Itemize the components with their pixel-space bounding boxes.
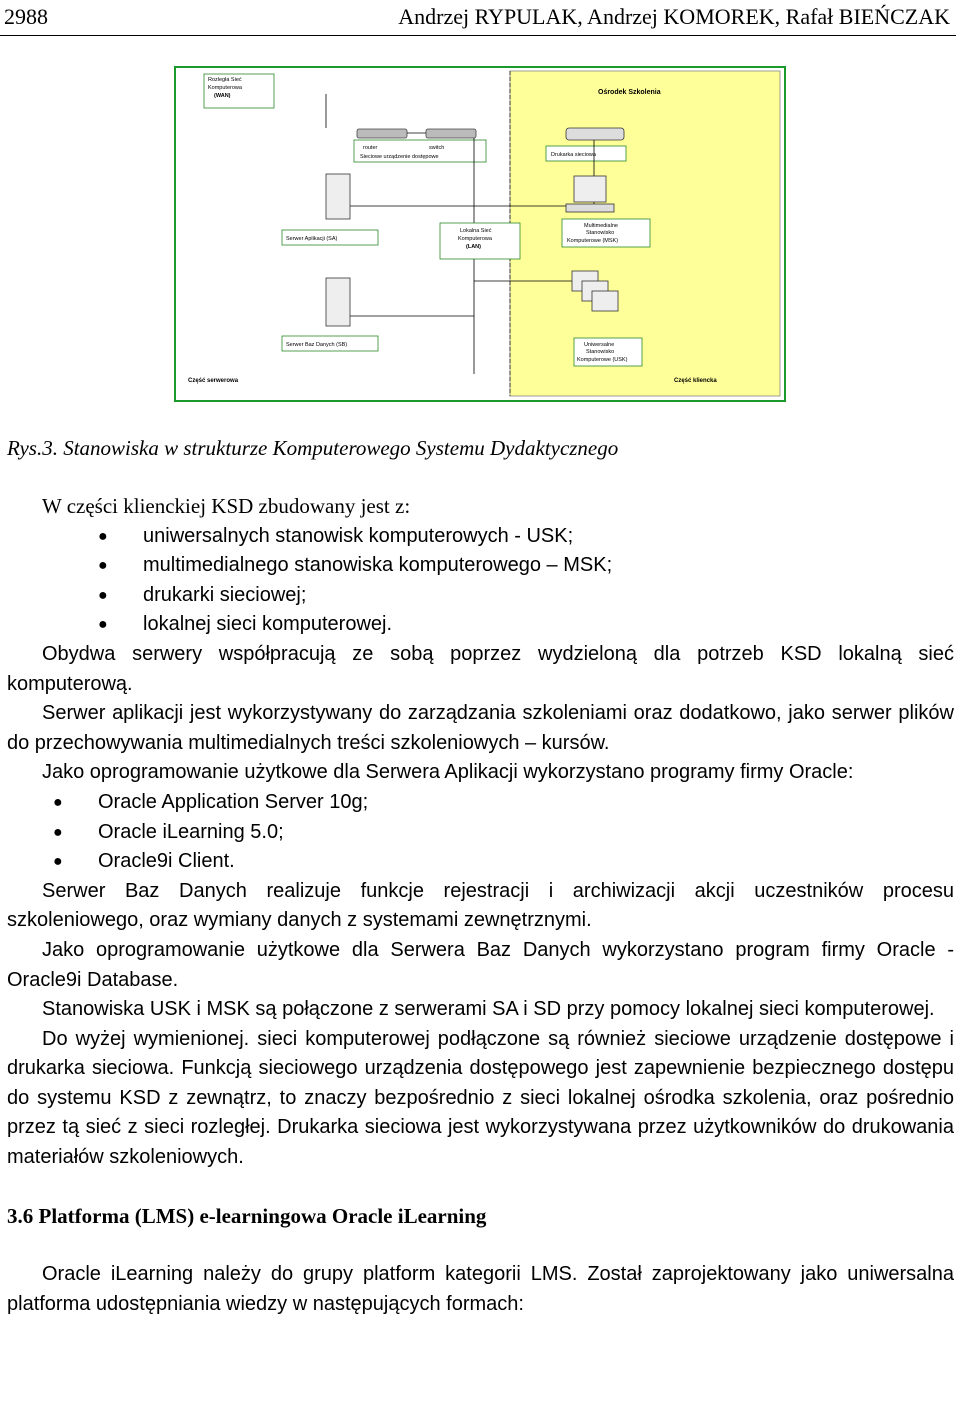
page-number: 2988 <box>4 4 48 29</box>
paragraph-usk-msk: Stanowiska USK i MSK są połączone z serwerami SA i SD przy pomocy lokalnej sieci komputerowej. <box>42 998 935 1021</box>
paragraph-servers: Obydwa serwery współpracują ze sobą poprzez wydzieloną dla potrzeb KSD lokalną sieć komputerową. <box>7 642 954 695</box>
router-label: router <box>363 145 378 151</box>
paragraph-oracle: Jako oprogramowanie użytkowe dla Serwera Aplikacji wykorzystano programy firmy Oracle: <box>42 761 854 784</box>
list-item: ● Oracle iLearning 5.0; <box>53 820 284 843</box>
header-authors: Andrzej RYPULAK, Andrzej KOMOREK, Rafał BIEŃCZAK <box>398 4 950 29</box>
msk-monitor-icon <box>574 176 606 202</box>
body-text <box>7 492 954 1319</box>
paragraph-sb: Serwer Baz Danych realizuje funkcje rejestracji i archiwizacji akcji uczestników procesu szkoleniowego, oraz wymiany danych z systemami zewnętrznymi. <box>7 879 954 932</box>
figure-caption: Rys.3. Stanowiska w strukturze Komputerowego Systemu Dydaktycznego <box>7 436 619 460</box>
printer-icon <box>566 128 624 140</box>
wan-label-1: Rozległa Sieć <box>208 77 242 83</box>
network-diagram <box>174 66 786 402</box>
intro-ksd: W części klienckiej KSD zbudowany jest z: <box>42 494 411 518</box>
paragraph-ilearning: Oracle iLearning należy do grupy platform kategorii LMS. Został zaprojektowany jako uniwersalna platforma udostępniania wiedzy w następujących formach: <box>7 1263 954 1315</box>
usk-label-2: Stanowisko <box>586 349 615 355</box>
list-item: ● lokalnej sieci komputerowej. <box>98 613 393 636</box>
client-parts-list <box>7 522 954 640</box>
list-item: ● drukarki sieciowej; <box>98 583 307 606</box>
list-item: ● Oracle Application Server 10g; <box>53 790 369 813</box>
switch-label: switch <box>429 145 445 151</box>
lan-label-3: (LAN) <box>466 244 481 250</box>
router-icon <box>357 129 407 138</box>
server-part-label: Część serwerowa <box>188 378 239 384</box>
sa-server-icon <box>326 174 350 219</box>
list-item: ● multimedialnego stanowiska komputerowego – MSK; <box>98 554 613 577</box>
section-title: 3.6 Platforma (LMS) e-learningowa Oracle iLearning <box>7 1203 487 1228</box>
list-item: ● uniwersalnych stanowisk komputerowych - USK; <box>98 524 574 547</box>
oracle-software-list <box>7 788 954 877</box>
paragraph-access: Do wyżej wymienionej. sieci komputerowej podłączone są również sieciowe urządzenie dostępowe i drukarka sieciowa. Funkcją sieciowego urządzenia dostępowego jest zapewnienie bezpiecznego dostępu do systemu KSD z zewnątrz, to znaczy bezpośrednio z sieci lokalnej ośrodka szkolenia, oraz pośrednio przez tą sieć z sieci rozległej. Drukarka sieciowa jest wykorzystywana przez użytkowników do drukowania materiałów szkoleniowych. <box>7 1027 954 1169</box>
msk-label-3: Komputerowe (MSK) <box>567 238 619 244</box>
lan-label-1: Lokalna Sieć <box>460 228 492 234</box>
printer-label: Drukarka sieciowa <box>551 152 596 158</box>
access-label: Sieciowe urządzenie dostępowe <box>360 154 439 160</box>
page-header <box>4 2 950 32</box>
list-item: ● Oracle9i Client. <box>53 850 235 873</box>
sb-label: Serwer Baz Danych (SB) <box>286 342 348 348</box>
client-part-label: Część kliencka <box>674 378 717 384</box>
wan-label-3: (WAN) <box>214 93 231 99</box>
lan-label-2: Komputerowa <box>458 236 492 242</box>
header-rule <box>0 35 956 36</box>
sb-server-icon <box>326 278 350 326</box>
usk-label-3: Komputerowe (USK) <box>577 357 628 363</box>
sa-label: Serwer Aplikacji (SA) <box>286 236 338 242</box>
msk-label-2: Stanowisko <box>586 230 615 236</box>
msk-label-1: Multimedialne <box>584 223 618 229</box>
wan-label-2: Komputerowa <box>208 85 242 91</box>
paragraph-sb-software: Jako oprogramowanie użytkowe dla Serwera Baz Danych wykorzystano program firmy Oracle - Oracle9i Database. <box>7 938 954 991</box>
usk-label-1: Uniwersalne <box>584 342 615 348</box>
osrodek-label: Ośrodek Szkolenia <box>598 89 661 96</box>
switch-icon <box>426 129 476 138</box>
paragraph-sa: Serwer aplikacji jest wykorzystywany do zarządzania szkoleniami oraz dodatkowo, jako serwer plików do przechowywania multimedialnych treści szkoleniowych – kursów. <box>7 702 954 754</box>
